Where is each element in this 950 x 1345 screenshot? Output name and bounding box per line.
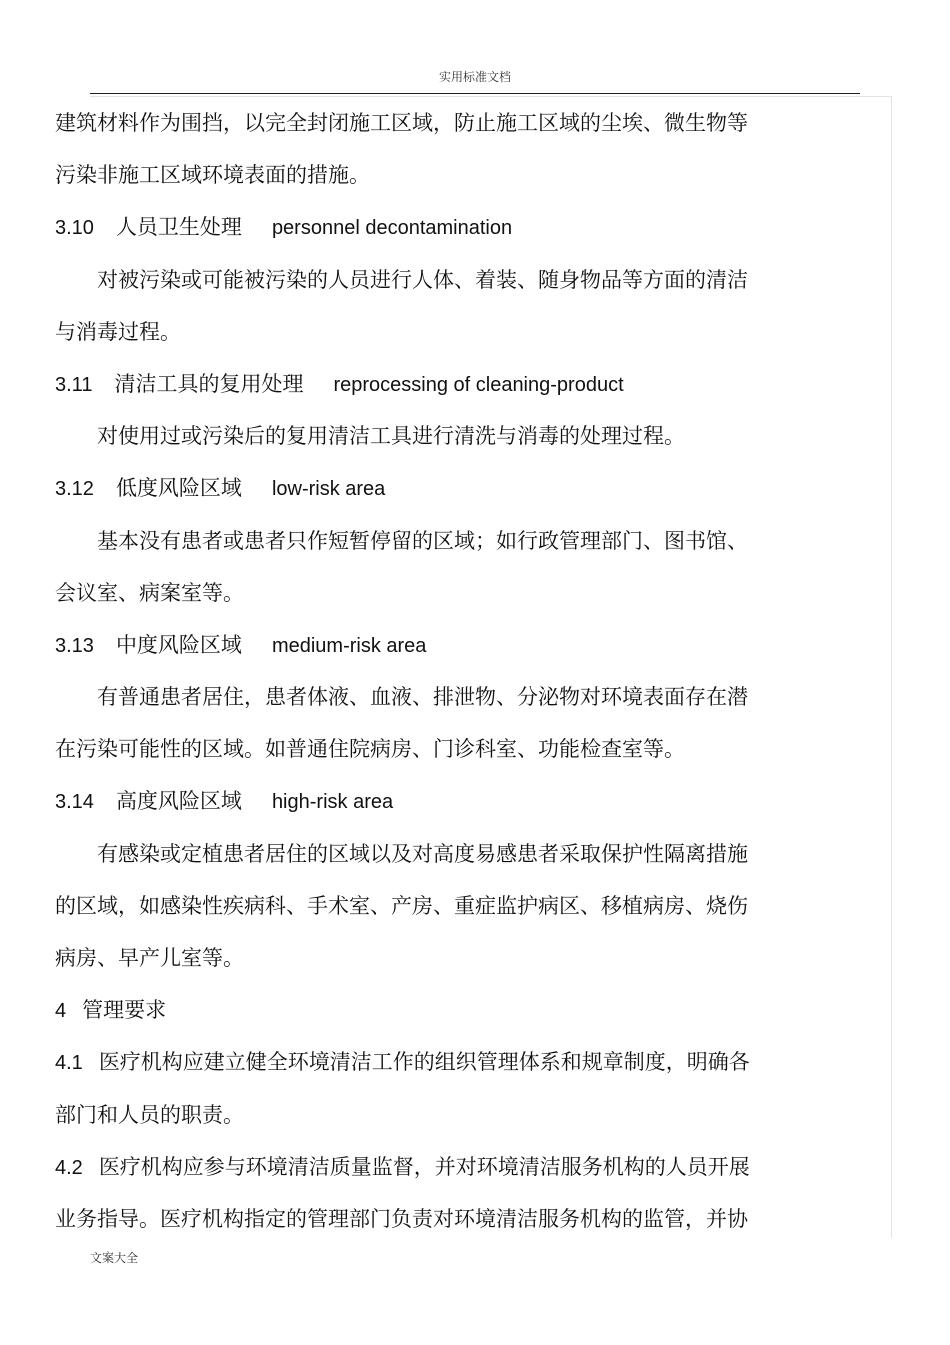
term-english: medium-risk area xyxy=(271,634,427,657)
clause-text: 医疗机构应建立健全环境清洁工作的组织管理体系和规章制度，明确各 xyxy=(98,1050,750,1075)
term-chinese: 低度风险区域 xyxy=(115,476,242,501)
section-number: 4 xyxy=(55,1000,67,1023)
term-number: 3.12 xyxy=(55,478,94,501)
term-chinese: 中度风险区域 xyxy=(115,632,242,657)
term-number: 3.14 xyxy=(55,791,94,814)
clause-number: 4.1 xyxy=(55,1052,83,1075)
section-title: 管理要求 xyxy=(82,998,167,1023)
paragraph-line: 在污染可能性的区域。如普通住院病房、门诊科室、功能检查室等。 xyxy=(55,737,685,762)
paragraph-line: 病房、早产儿室等。 xyxy=(55,946,244,970)
term-number: 3.13 xyxy=(55,634,94,657)
term-heading-3-13 xyxy=(55,626,825,678)
clause-4-1 xyxy=(55,1043,825,1095)
header-divider xyxy=(90,93,860,94)
term-chinese: 清洁工具的复用处理 xyxy=(114,371,304,396)
paragraph-line: 的区域，如感染性疾病科、手术室、产房、重症监护病区、移植病房、烧伤 xyxy=(55,893,748,918)
paragraph-line: 对使用过或污染后的复用清洁工具进行清洗与消毒的处理过程。 xyxy=(97,424,685,449)
term-number: 3.11 xyxy=(55,373,93,396)
paragraph-line: 与消毒过程。 xyxy=(55,319,181,344)
term-heading-3-10 xyxy=(55,208,825,260)
page-header: 实用标准文档 xyxy=(438,70,511,84)
page-footer: 文案大全 xyxy=(90,1251,139,1265)
document-body xyxy=(55,104,825,1252)
term-heading-3-11 xyxy=(55,365,825,417)
paragraph-line: 建筑材料作为围挡，以完全封闭施工区域，防止施工区域的尘埃、微生物等 xyxy=(55,111,748,135)
term-english: low-risk area xyxy=(271,478,386,501)
paragraph-line: 污染非施工区域环境表面的措施。 xyxy=(55,163,370,188)
paragraph-line: 业务指导。医疗机构指定的管理部门负责对环境清洁服务机构的监管，并协 xyxy=(55,1206,748,1231)
term-english: personnel decontamination xyxy=(271,217,513,240)
paragraph-line: 有感染或定植患者居住的区域以及对高度易感患者采取保护性隔离措施 xyxy=(97,841,748,866)
clause-text: 医疗机构应参与环境清洁质量监督，并对环境清洁服务机构的人员开展 xyxy=(98,1154,750,1179)
term-english: high-risk area xyxy=(271,791,394,814)
paragraph-line: 基本没有患者或患者只作短暂停留的区域；如行政管理部门、图书馆、 xyxy=(97,528,748,553)
paragraph-line: 对被污染或可能被污染的人员进行人体、着装、随身物品等方面的清洁 xyxy=(97,267,748,292)
section-heading-4 xyxy=(55,991,825,1043)
clause-4-2 xyxy=(55,1148,825,1200)
term-heading-3-14 xyxy=(55,782,825,834)
paragraph-line: 有普通患者居住，患者体液、血液、排泄物、分泌物对环境表面存在潜 xyxy=(97,685,748,710)
clause-number: 4.2 xyxy=(55,1156,83,1179)
term-number: 3.10 xyxy=(55,217,94,240)
term-heading-3-12 xyxy=(55,469,825,521)
term-english: reprocessing of cleaning-product xyxy=(333,373,624,396)
term-chinese: 人员卫生处理 xyxy=(115,215,242,240)
term-chinese: 高度风险区域 xyxy=(115,789,242,814)
paragraph-line: 会议室、病案室等。 xyxy=(55,580,244,605)
paragraph-line: 部门和人员的职责。 xyxy=(55,1102,244,1127)
